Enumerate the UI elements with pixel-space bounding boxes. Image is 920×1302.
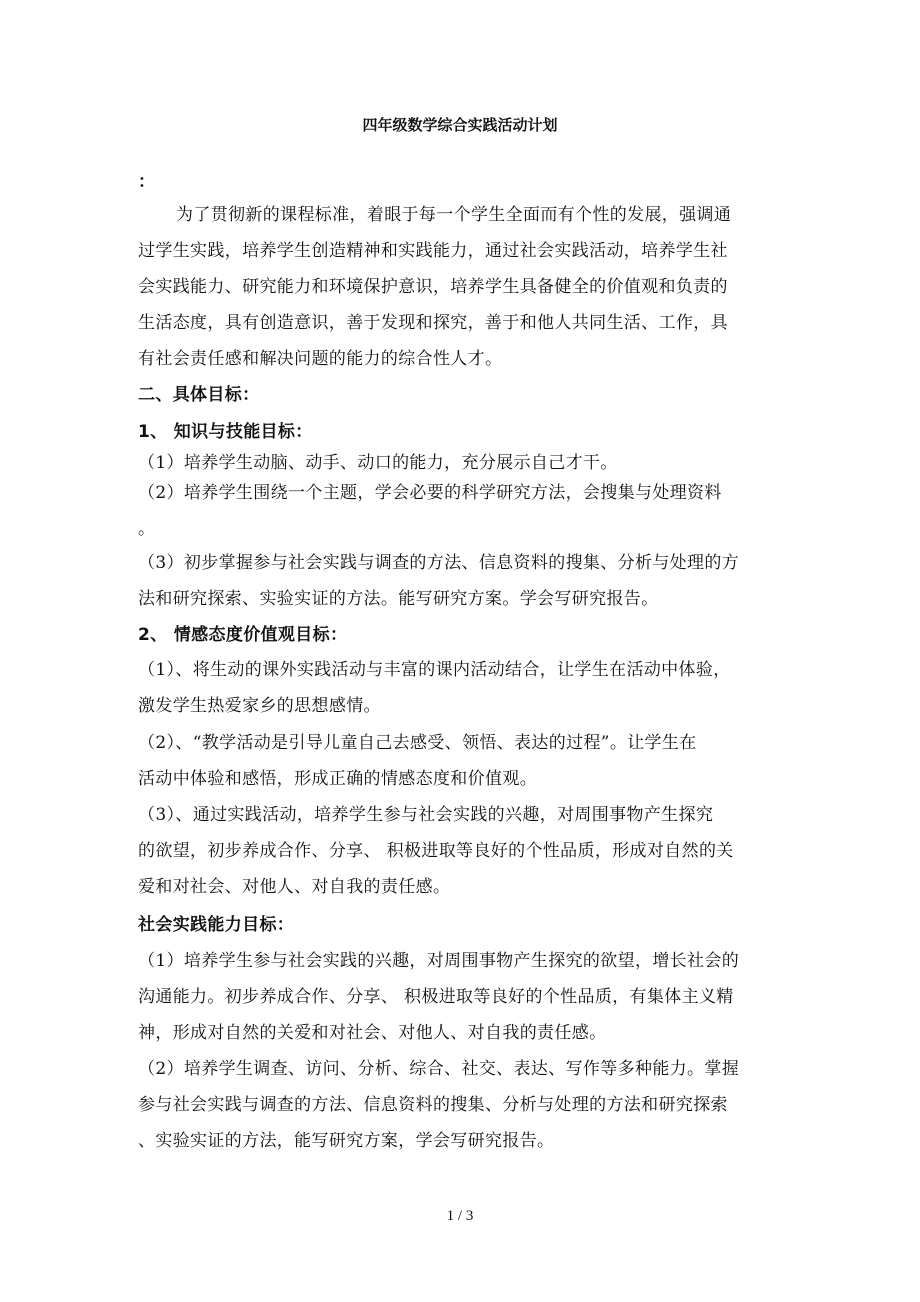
goal2-line: （2）、“教学活动是引导儿童自己去感受、领悟、表达的过程”。让学生在: [138, 733, 697, 753]
goal1-line: 法和研究探索、实验实证的方法。能写研究方案。学会写研究报告。: [138, 589, 659, 609]
goal3-heading: 社会实践能力目标：: [138, 915, 295, 935]
goal2-line: 的欲望，初步养成合作、分享、 积极进取等良好的个性品质，形成对自然的关: [138, 841, 734, 861]
intro-line: 有社会责任感和解决问题的能力的综合性人才。: [138, 349, 503, 369]
page-number: 1 / 3: [446, 1208, 474, 1224]
goal2-line: 爱和对社会、对他人、对自我的责任感。: [138, 877, 451, 897]
goal1-line: （2）培养学生围绕一个主题，学会必要的科学研究方法，会搜集与处理资料: [138, 483, 722, 503]
goal3-line: 神，形成对自然的关爱和对社会、对他人、对自我的责任感。: [138, 1023, 607, 1043]
goal2-line: （1）、将生动的课外实践活动与丰富的课内活动结合，让学生在活动中体验，: [138, 660, 731, 680]
intro-line: 为了贯彻新的课程标准，着眼于每一个学生全面而有个性的发展，强调通: [176, 205, 732, 225]
goal2-heading: 2、 情感态度价值观目标：: [138, 625, 348, 645]
document-title: 四年级数学综合实践活动计划: [362, 116, 558, 134]
goal3-line: 沟通能力。初步养成合作、分享、 积极进取等良好的个性品质，有集体主义精: [138, 987, 734, 1007]
goal2-line: 激发学生热爱家乡的思想感情。: [138, 696, 381, 716]
goal1-line: （3）初步掌握参与社会实践与调查的方法、信息资料的搜集、分析与处理的方: [138, 553, 740, 573]
goal3-line: 、实验实证的方法，能写研究方案，学会写研究报告。: [138, 1131, 555, 1151]
section2-heading: 二、具体目标：: [138, 385, 260, 405]
intro-line: 过学生实践，培养学生创造精神和实践能力，通过社会实践活动，培养学生社: [138, 241, 728, 261]
goal1-line: （1）培养学生动脑、动手、动口的能力，充分展示自己才干。: [138, 453, 618, 473]
goal1-heading: 1、 知识与技能目标：: [138, 422, 313, 442]
goal2-line: 活动中体验和感悟，形成正确的情感态度和价值观。: [138, 769, 538, 789]
intro-line: 生活态度，具有创造意识，善于发现和探究，善于和他人共同生活、工作，具: [138, 313, 728, 333]
goal3-line: （2）培养学生调查、访问、分析、综合、社交、表达、写作等多种能力。掌握: [138, 1059, 740, 1079]
goal3-line: （1）培养学生参与社会实践的兴趣，对周围事物产生探究的欲望，增长社会的: [138, 951, 740, 971]
intro-line: 会实践能力、研究能力和环境保护意识，培养学生具备健全的价值观和负责的: [138, 277, 728, 297]
goal3-line: 参与社会实践与调查的方法、信息资料的搜集、分析与处理的方法和研究探索: [138, 1095, 728, 1115]
section1-marker: ：: [138, 172, 156, 192]
goal1-line: 。: [138, 519, 156, 539]
goal2-line: （3）、通过实践活动，培养学生参与社会实践的兴趣，对周围事物产生探究: [138, 805, 714, 825]
